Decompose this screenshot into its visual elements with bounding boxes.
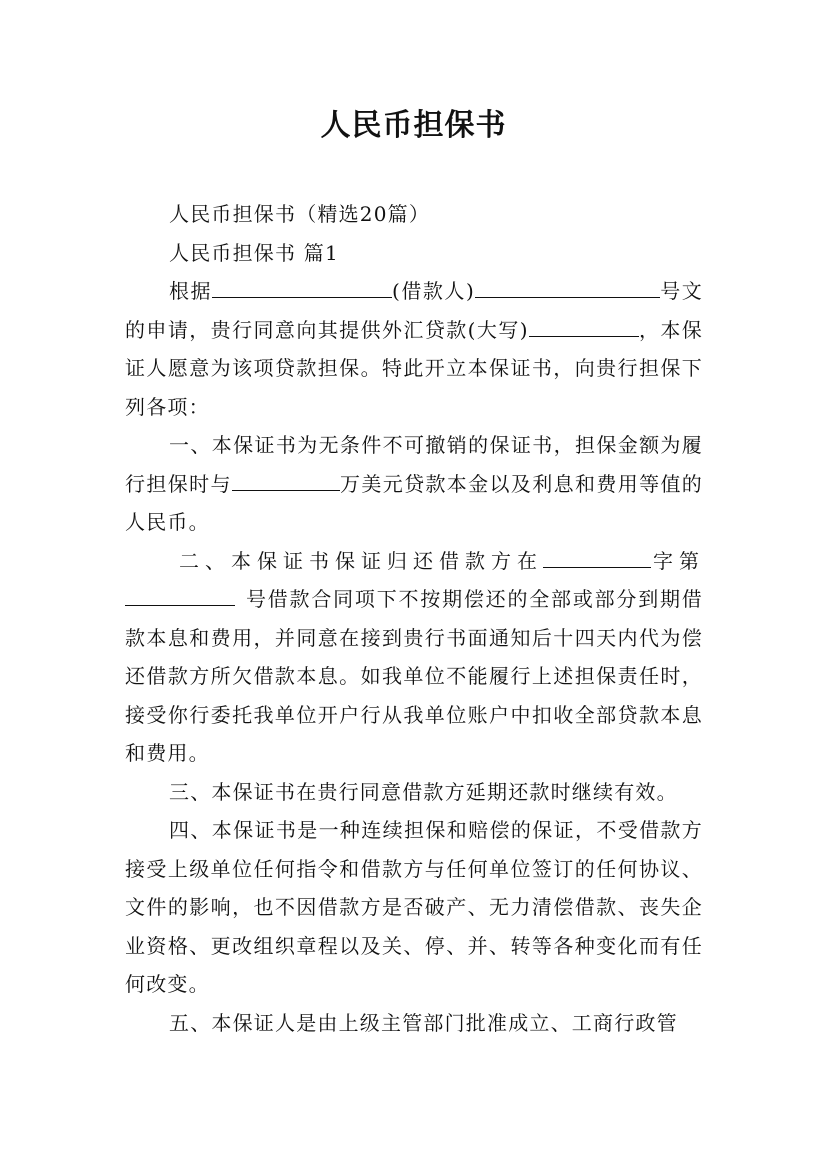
paragraph-clause-1 bbox=[125, 426, 703, 542]
paragraph-text: 二、本保证书保证归还借款方在 bbox=[179, 548, 543, 573]
paragraph-clause-3: 三、本保证书在贵行同意借款方延期还款时继续有效。 bbox=[169, 779, 678, 804]
paragraph-text: ，本保证人愿意为该项贷款担保。特此开立本保证书，向贵行担保下列各项： bbox=[125, 317, 703, 419]
subtitle: 人民币担保书（精选20篇） bbox=[169, 202, 431, 226]
paragraph-text: 号借款合同项下不按期偿还的全部或部分到期借款本息和费用，并同意在接到贵行书面通知后十四天内代为偿还借款方所欠借款本息。如我单位不能履行上述担保责任时，接受你行委托我单位开户行从我单位账户中扣收全部贷款本息和费用。 bbox=[125, 587, 703, 765]
paragraph-application bbox=[125, 272, 703, 426]
paragraph-text: (借款人) bbox=[392, 279, 475, 303]
paragraph-text: 字第 bbox=[651, 548, 703, 573]
blank-line bbox=[212, 275, 392, 298]
paragraph-clause-4: 四、本保证书是一种连续担保和赔偿的保证，不受借款方接受上级单位任何指令和借款方与任何单位签订的任何协议、文件的影响，也不因借款方是否破产、无力清偿借款、丧失企业资格、更改组织章程以及关、停、并、转等各种变化而有任何改变。 bbox=[125, 818, 703, 996]
blank-line bbox=[125, 583, 235, 606]
paragraph-text: 根据 bbox=[169, 279, 213, 303]
document-title: 人民币担保书 bbox=[320, 108, 507, 143]
paragraph-text: 号文的申请，贵行同意向其提供外汇贷款(大写) bbox=[125, 279, 703, 342]
paragraph-clause-5: 五、本保证人是由上级主管部门批准成立、工商行政管 bbox=[169, 1010, 678, 1035]
blank-line bbox=[232, 468, 340, 491]
paragraph-clause-2 bbox=[125, 542, 703, 773]
document-body bbox=[125, 195, 703, 1042]
blank-line bbox=[475, 275, 660, 298]
blank-line bbox=[543, 545, 651, 568]
blank-line bbox=[529, 314, 639, 337]
section-heading: 人民币担保书 篇1 bbox=[169, 240, 339, 265]
paragraph-text: 一、本保证书为无条件不可撤销的保证书，担保金额为履行担保时与 bbox=[125, 433, 703, 496]
paragraph-text: 万美元贷款本金以及利息和费用等值的人民币。 bbox=[125, 471, 704, 534]
